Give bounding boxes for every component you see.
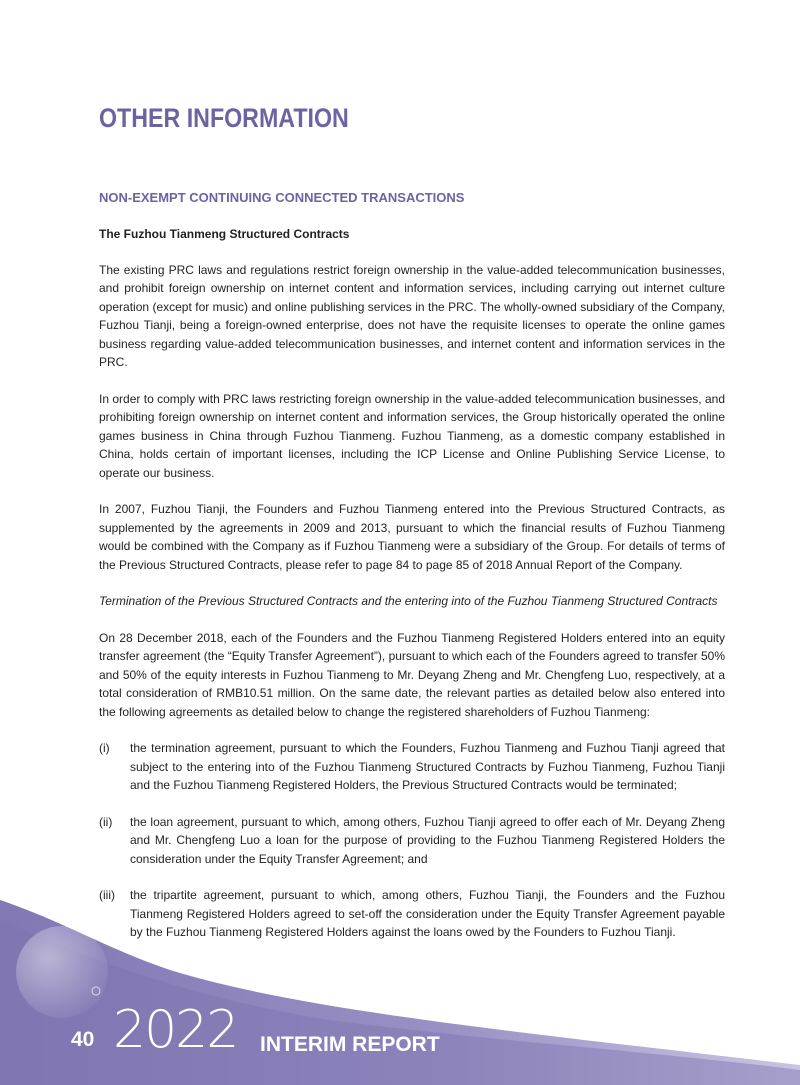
paragraph: The existing PRC laws and regulations restrict foreign ownership in the value-added telecommunication businesses, and prohibit foreign ownership on internet content and information services, including carrying out internet culture operation (except for music) and online publishing services in the PRC. The wholly-owned subsidiary of the Company, Fuzhou Tianji, being a foreign-owned enterprise, does not have the requisite licenses to operate the online games business regarding value-added telecommunication businesses, and internet content and information services in the PRC. xyxy=(99,262,725,369)
paragraph: In 2007, Fuzhou Tianji, the Founders and Fuzhou Tianmeng entered into the Previous Structured Contracts, as supplemented by the agreements in 2009 and 2013, pursuant to which the financial results of Fuzhou Tianmeng would be combined with the Company as if Fuzhou Tianmeng were a subsidiary of the Group. For details of terms of the Previous Structured Contracts, please refer to page 84 to page 85 of 2018 Annual Report of the Company. xyxy=(99,502,725,572)
list-marker: (ii) xyxy=(99,814,113,829)
list-marker: (i) xyxy=(99,741,110,755)
page-title: OTHER INFORMATION xyxy=(99,103,349,133)
list-item xyxy=(99,813,725,869)
list-text: the tripartite agreement, pursuant to which, among others, Fuzhou Tianji, the Founders and the Fuzhou Tianmeng Registered Holders agreed to set-off the consideration under the Equity Transfer Agreement payable by the Fuzhou Tianmeng Registered Holders against the loans owed by the Founders to Fuzhou Tianji. xyxy=(130,888,725,939)
italic-heading: Termination of the Previous Structured Contracts and the entering into of the Fuzhou Tianmeng Structured Contracts xyxy=(99,594,718,608)
sub-heading: The Fuzhou Tianmeng Structured Contracts xyxy=(99,227,350,241)
report-label: INTERIM REPORT xyxy=(260,1033,440,1056)
paragraph: In order to comply with PRC laws restricting foreign ownership in the value-added telecommunication businesses, and prohibiting foreign ownership on internet content and information services, the Group historically operated the online games business in China through Fuzhou Tianmeng. Fuzhou Tianmeng, as a domestic company established in China, holds certain of important licenses, including the ICP License and Online Publishing Service License, to operate our business. xyxy=(99,391,725,480)
document-body xyxy=(99,225,725,960)
list-item xyxy=(99,739,725,795)
report-year: 2022 xyxy=(113,1000,238,1060)
section-heading: NON-EXEMPT CONTINUING CONNECTED TRANSACTIONS xyxy=(99,190,465,205)
list-text: the loan agreement, pursuant to which, among others, Fuzhou Tianji agreed to offer each of Mr. Deyang Zheng and Mr. Chengfeng Luo a loan for the purpose of providing to the Fuzhou Tianmeng Registered Holders the consideration under the Equity Transfer Agreement; and xyxy=(130,814,725,866)
page-number: 40 xyxy=(71,1028,95,1051)
paragraph: On 28 December 2018, each of the Founders and the Fuzhou Tianmeng Registered Holders entered into an equity transfer agreement (the “Equity Transfer Agreement”), pursuant to which each of the Founders agreed to transfer 50% and 50% of the equity interests in Fuzhou Tianmeng to Mr. Deyang Zheng and Mr. Chengfeng Luo, respectively, at a total consideration of RMB10.51 million. On the same date, the relevant parties as detailed below also entered into the following agreements as detailed below to change the registered shareholders of Fuzhou Tianmeng: xyxy=(99,630,725,719)
list-text: the termination agreement, pursuant to which the Founders, Fuzhou Tianmeng and Fuzhou Tianji agreed that subject to the entering into of the Fuzhou Tianmeng Structured Contracts by Fuzhou Tianmeng, Fuzhou Tianji and the Fuzhou Tianmeng Registered Holders, the Previous Structured Contracts would be terminated; xyxy=(130,741,725,792)
list-marker: (iii) xyxy=(99,888,115,902)
